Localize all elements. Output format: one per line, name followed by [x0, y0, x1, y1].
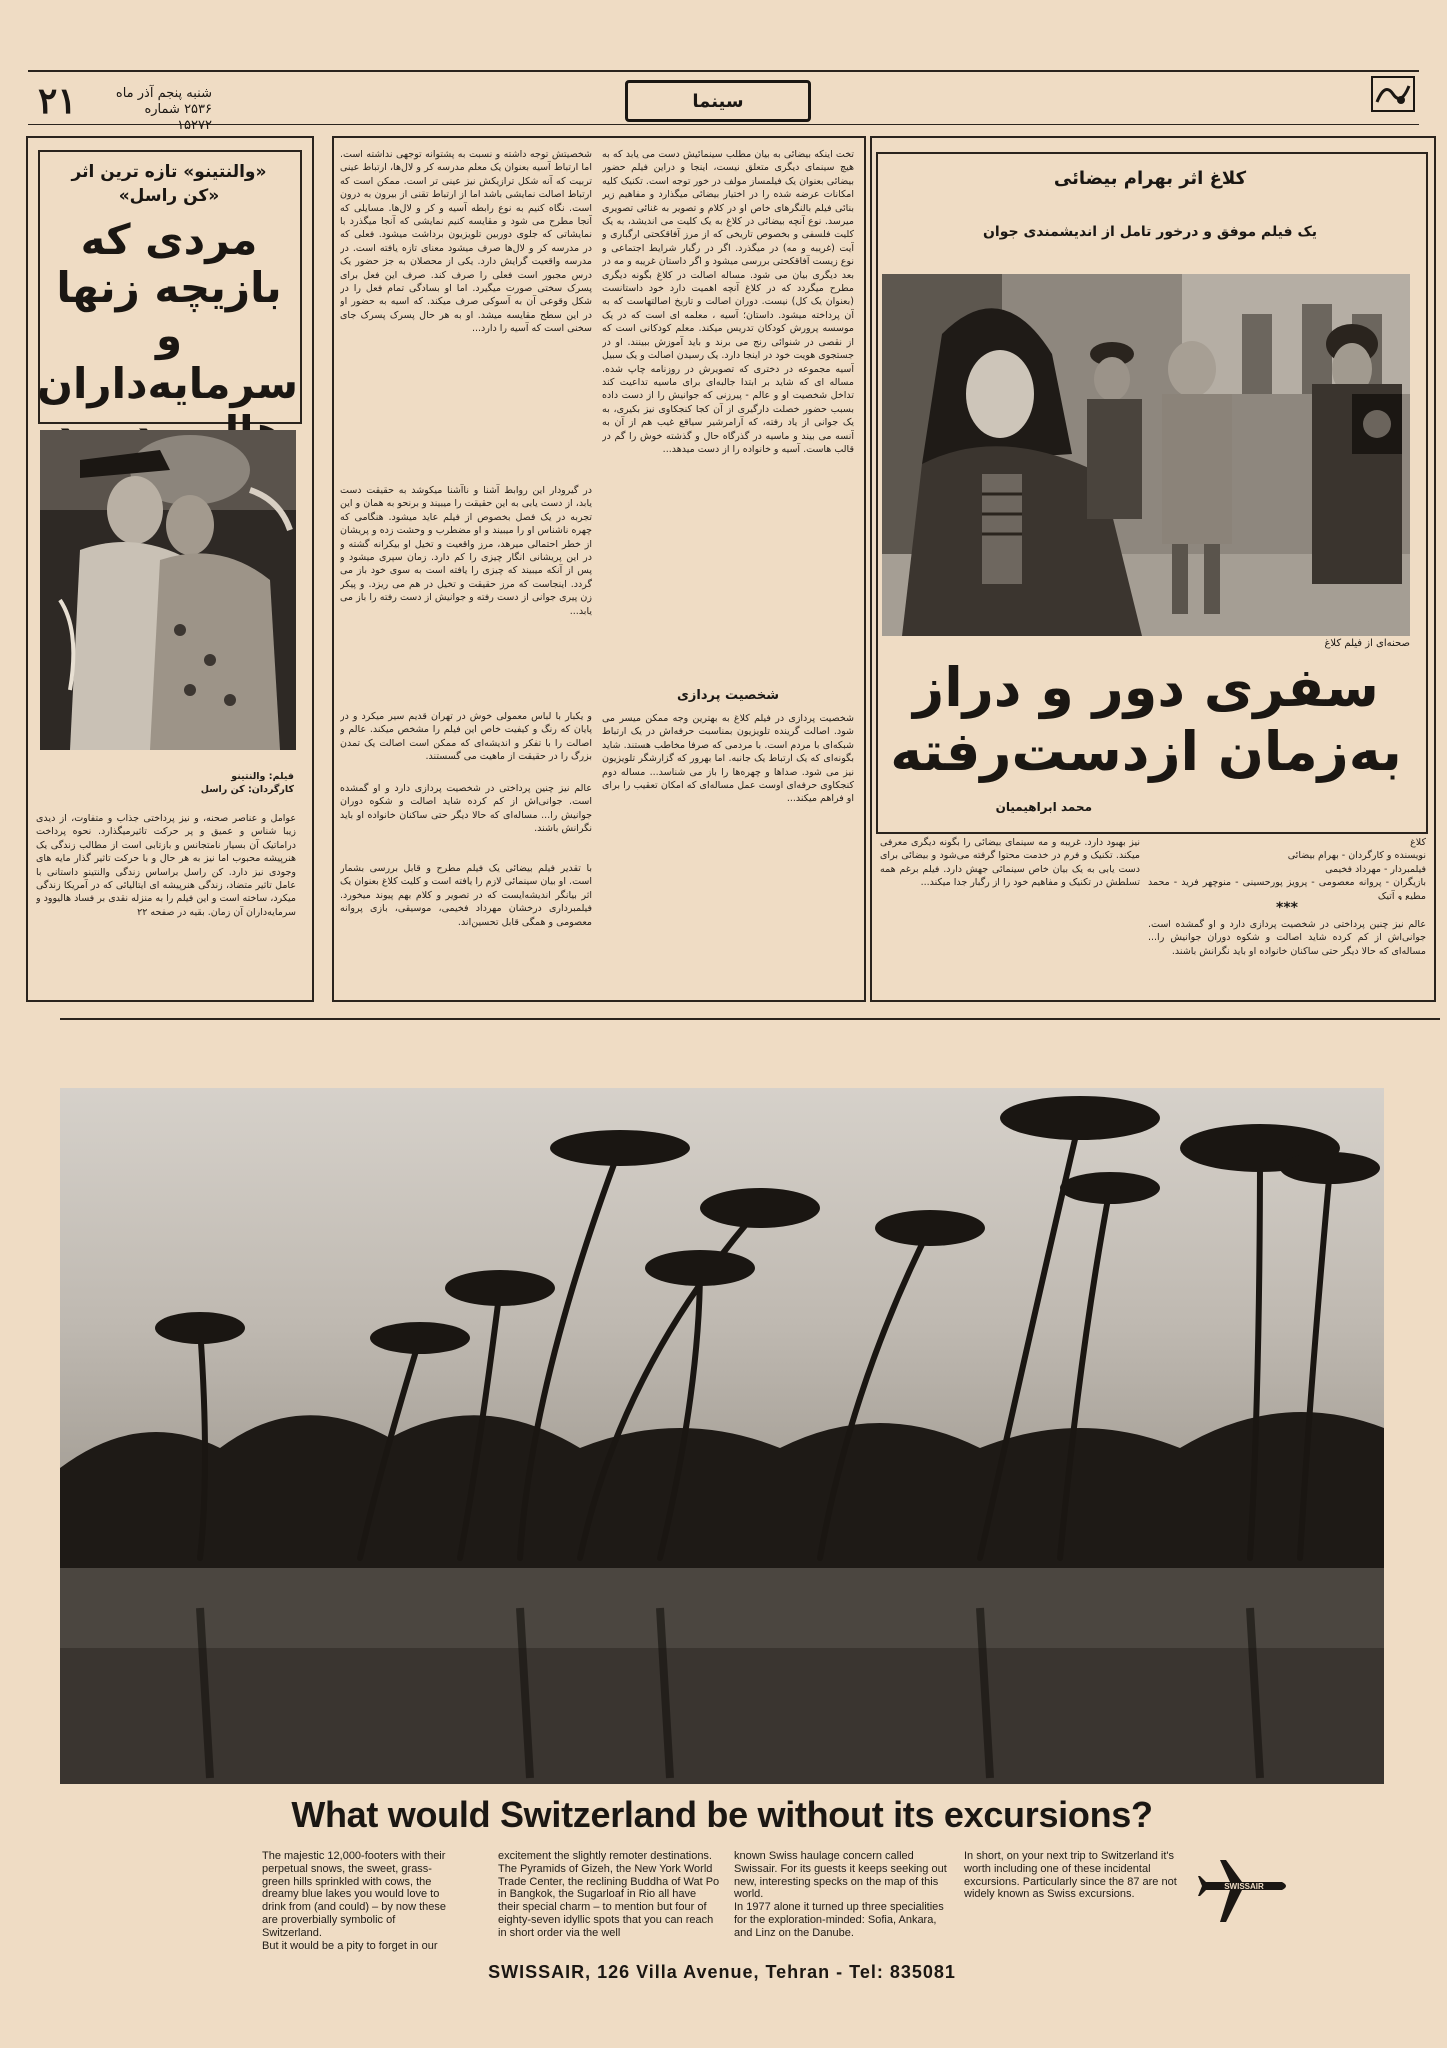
page-number: ۲۱	[38, 80, 77, 122]
ad-headline: What would Switzerland be without its excursions?	[291, 1794, 1153, 1835]
middle-column-a-bottom: با تقدیر فیلم بیضائی یک فیلم مطرح و قابل بررسی بشمار است. او بیان سینمائی لازم را یافته است و کلیت کلاغ بعنوان یک اثر بیانگر اندیشه‌ایست که در تصویر و کلام بهم پیوند میخورد. فیلمبرداری درخشان مهرداد فخیمی، موسیقی، بازی پروانه معصومی و همگی قابل تحسین‌اند.	[340, 863, 592, 928]
date-line-1: شنبه پنجم آذر ماه	[115, 86, 212, 101]
ad-body-column-2: excitement the slightly remoter destinations. The Pyramids of Gizeh, the New York World Trade Center, the reclining Buddha of Wat Po in Bangkok, the Sugarloaf in Rio all have their special charm – to mention but four of eighty-seven idyllic spots that you can reach in short order via the well	[498, 1850, 720, 1939]
palm-trees-ad-photo	[60, 1088, 1384, 1784]
crow-film-still-image	[882, 274, 1410, 636]
ad-body-column-4: In short, on your next trip to Switzerland it's worth including one of these incidental excursions. Particularly since the 87 are not widely known as Swiss excursions.	[964, 1850, 1177, 1901]
left-article-kicker	[44, 160, 294, 208]
crow-film-photo	[882, 274, 1410, 636]
valentino-photo-image	[40, 430, 296, 750]
right-article-author: محمد ابراهیمیان	[995, 800, 1092, 814]
swissair-logo-text: SWISSAIR	[1224, 1882, 1264, 1891]
middle-column-a-low: و یکبار با لباس معمولی خوش در تهران قدیم سیر میکرد و در پایان که رنگ و کیفیت خاص این فیلم را مشخص میکند. عالم و اصالت را با تفکر و اندیشه‌ای که ممکن است اصالت یک تمدن بزرگ را در حقیقت از ماهیت می گسستند.	[340, 711, 592, 763]
stars-separator: ***	[1276, 900, 1298, 916]
right-article-lower-column: نیز بهبود دارد. غریبه و مه سینمای بیضائی را بگونه دیگری معرفی میکند. تکنیک و فرم در خدمت محتوا گرفته می‌شود و بیضائی برای دست یابی به یک بیان خاص سینمائی جهش دارد. فیلم برغم همه تسلطش در تکنیک و مفاهیم خود را از رگبار جدا میکند...	[880, 837, 1140, 889]
middle-column-a-mid: در گیرودار این روابط آشنا و ناآشنا میکوشد به حقیقت دست یابد، از دست یابی به این حقیقت را میبیند و برنحو به همان و این تجربه در یک فصل بخصوص از فیلم عاید میشود. هنگامی که چهره ناشناس او را میبیند و او مضطرب و وحشت زده و پریشان از خطر احتمالی میرهد، مرز واقعیت و تخیل او بیکرانه گشته و در این پریشانی انگار چیزی را کم دارد. زمان سپری میشود و پس از آنکه میبیند که چیزی را یافته است به سوی خود باز می گردد. اینجاست که مرز حقیقت و تخیل در هم می ریزد. و پیکر زن پیری جوانی از دست رفته و جوانیش از دست رفته را باز می یابد...	[340, 485, 592, 617]
middle-column-a-top: شخصیتش توجه داشته و نسبت به پشتوانه توجهی نداشته است. اما ارتباط آسیه بعنوان یک معلم مدرسه کر و لال‌ها، ارتباط عینی تربیت که آنه شکل ترازیکش نیز عینی تر است. ممکن است که ارتباط اصالت نمایشی باشد اما از ارتباط تقنی از بیرون به درون است. نگاه کنیم به نوع رابطه آسیه و کر و لال‌ها. مسایلی که آنجا مطرح می شود و مقایسه کنیم نمایشی که آنجا میگذرد با نمایشاتی که جلوی دوربین تلویزیون برداشت میشود. فعلی که در مدرسه کر و لال‌ها صرف میشود معنای تازه یافته است. در مدرسه واقعیت گرایش دارد. یکی از محصلان به جز حضور یک درس مجبور است فعلی را صرف کند. صرف این فعل برای پسرک سختی صورت میگیرد. اما او بسادگی تمام فعل را در شکل وقوعی آن به آسوکی صرف میکند. که اسیه به حضور او در این سطح مقایسه میشد. او به هر حال پسرک پسرک جای سخنی است که آسیه را دارد...	[340, 149, 592, 335]
masthead-logo-icon	[1371, 76, 1415, 112]
ad-footer-address: SWISSAIR, 126 Villa Avenue, Tehran - Tel: 835081	[488, 1962, 956, 1982]
middle-column-a-low2: عالم نیز چنین پرداختی در شخصیت پردازی دارد و او گمشده است. جوانی‌اش از کم کرده شاید اصالت و شکوه دوران جوانیش را... مساله‌ای که حالا دیگر حتی ساکنان خانواده او باید نگرانش باشند.	[340, 783, 592, 835]
middle-column-b-top: تخت اینکه بیضائی به بیان مطلب سینمائیش دست می یابد که به هیچ سینمای دیگری متعلق نیست، اینجا و دراین فیلم حضور بیضائی بعنوان یک فیلمساز مولف در خور توجه است. تکنیک کلیه امکانات عرضه شده را در اختیار بیضائی میگذارد و مفاهیم زیر بنائی فیلم بالنگرهای خاص او در کلام و تصویر به غنائی تصویری میرسد. نوع آنچه بیضائی در کلاغ به یک کلیت می اندیشد، به یک کلیت فلسفی و بخصوص تاریخی که از مرز آفاقکحتی ارگباری و آیت (غریبه و مه) در میگذرد. اگر در رگبار شرایط اجتماعی و نوع زیست آفاقکحتی بررسی میشود و اگر داستان غریبه و مه در بعد دیگری بیان می شود. مساله اصالت در کلاغ بگونه دیگری مطرح میگردد که در کلاغ آنچه اهمیت دارد خود داستانست (بعنوان یک کل) نیست. دوران اصالت و تاریخ اصالتهاست که به آن پرداخته میشود. داستان؛ آسیه ، معلمه ای است که در یک موسسه پرورش کودکان تدریس میکند. معلم کودکانی است که از نقصی در شنوائی رنج می برند و باید آموزش ببینند. او در جستجوی هویت خود در اینجا دارد. یک رسیدن اصالت و یک سبیل آسیه مجموعه در دختری که تصویرش در روزنامه چاپ شده. مساله ای که شاید بر ابتدا جالبه‌ای برای ماسیه تداعیت کند تداخل شخصیت او و عالم - پیرزنی که جوانیش را از دست داده بسبب حضور خصلت دارگیری از آن کجا کنجکاوی نیز بکیری، به یک جوانی از یاد رفته، که آرامرشیر سیاقع غیب هم از آن به آنسه می بیند و ماسیه در گذرگاه حال و گذشته خوش را گم در قالب هاست. آسیه و خانواده را از دست میدهد...	[602, 149, 854, 455]
header-rule-top	[28, 70, 1419, 72]
section-title: سینما	[625, 80, 811, 122]
header-rule-bottom	[28, 124, 1419, 125]
palm-trees-image	[60, 1088, 1384, 1784]
kicker-line-1: «والنتینو» تازه ترین اثر	[71, 162, 267, 182]
right-article-byline: کلاغ اثر بهرام بیضائی	[1053, 168, 1247, 189]
film-credits: کلاغ نویسنده و کارگردان - بهرام بیضائی فیلمبردار - مهرداد فخیمی بازیگران - پروانه معصومی - پرویز پورحسینی - منوچهر فرید - محمد مطیع و آتیک	[1148, 837, 1426, 900]
left-article-body: عوامل و عناصر صحنه، و نیز پرداختی جذاب و متفاوت، از دیدی زیبا شناس و عمیق و پر حرکت تاثیرمیگذارد. نحوه پرداخت دراماتیک آن بسیار نامتجانس و بازتابی است از مطالب زندگی یک هنرپیشه محبوب اما نیز به هر حال و با حرکت تاثیر گذار مایه های وجودی نیز دارد. کن راسل براساس زندگی والنتینو داستانی با عامل تاثیر متضاد، زندگی هنرپیشه ای ایتالیائی که در آمریکا زندگی میکرد، ساخته است و این فیلم را به منزله نقدی بر فساد هالیوود و سرمایه‌داران آن زمان. بقیه در صفحه ۲۲	[36, 813, 296, 918]
middle-column-b-bottom: شخصیت پردازی در فیلم کلاغ به بهترین وجه ممکن میسر می شود. اصالت گرینده تلویزیون بمناسبت حرفه‌اش در یک ارتباط شبکه‌ای با مردم است. با مردمی که صرفا مخاطب هستند. شاید بگونه‌ای که یک ارتباط یک جانبه. اما بهرور که گزارشگر تلویزیون نیز می شود. صداها و چهره‌ها را باز می شناسد... مساله دوم کنجکاوی حرفه‌ای اوست عمل مساله‌ای که امکان تعقیب را برای او فراهم میکند...	[602, 713, 854, 805]
title-line-2: به‌زمان ازدست‌رفته	[890, 720, 1402, 783]
ad-body-column-1: The majestic 12,000-footers with their perpetual snows, the sweet, grass-green hills sprinkled with cows, the dreamy blue lakes you would love to drink from (and could) – by now these are proverbially symbolic of Switzerland. But it would be a pity to forget in our	[262, 1850, 447, 1952]
swissair-logo-icon	[1196, 1856, 1292, 1928]
ad-separator-rule	[60, 1018, 1440, 1020]
subhead-characterization: شخصیت پردازی	[676, 688, 780, 703]
right-article-closing: عالم نیز چنین پرداختی در شخصیت پردازی دارد و او گمشده است. جوانی‌اش از کم کرده شاید اصالت و شکوه دوران جوانیش را... مساله‌ای که حالا دیگر حتی ساکنان خانواده او باید نگرانش باشند.	[1148, 919, 1426, 957]
date-block	[112, 86, 212, 134]
title-line-1: سفری دور و دراز	[913, 656, 1379, 719]
right-article-title	[882, 656, 1410, 784]
ad-body-column-3: known Swiss haulage concern called Swissair. For its guests it keeps seeking out new, interesting specks on the map of this world. In 1977 alone it turned up three specialities for the exploration-minded: Sofia, Ankara, and Linz on the Danube.	[734, 1850, 947, 1939]
photo-caption: صحنه‌ای از فیلم کلاغ	[1324, 638, 1410, 649]
left-article-film-label: فیلم: والنتینو کارگردان: کن راسل	[200, 771, 294, 796]
right-article-subtitle: یک فیلم موفق و درخور تامل از اندیشمندی جوان	[982, 224, 1318, 240]
date-line-2: ۲۵۳۶ شماره ۱۵۲۷۲	[144, 102, 212, 133]
kicker-line-2: «کن راسل»	[118, 186, 220, 206]
left-article-title: مردی که بازیچه زنها و سرمایه‌داران	[37, 215, 298, 408]
valentino-photo	[40, 430, 296, 750]
